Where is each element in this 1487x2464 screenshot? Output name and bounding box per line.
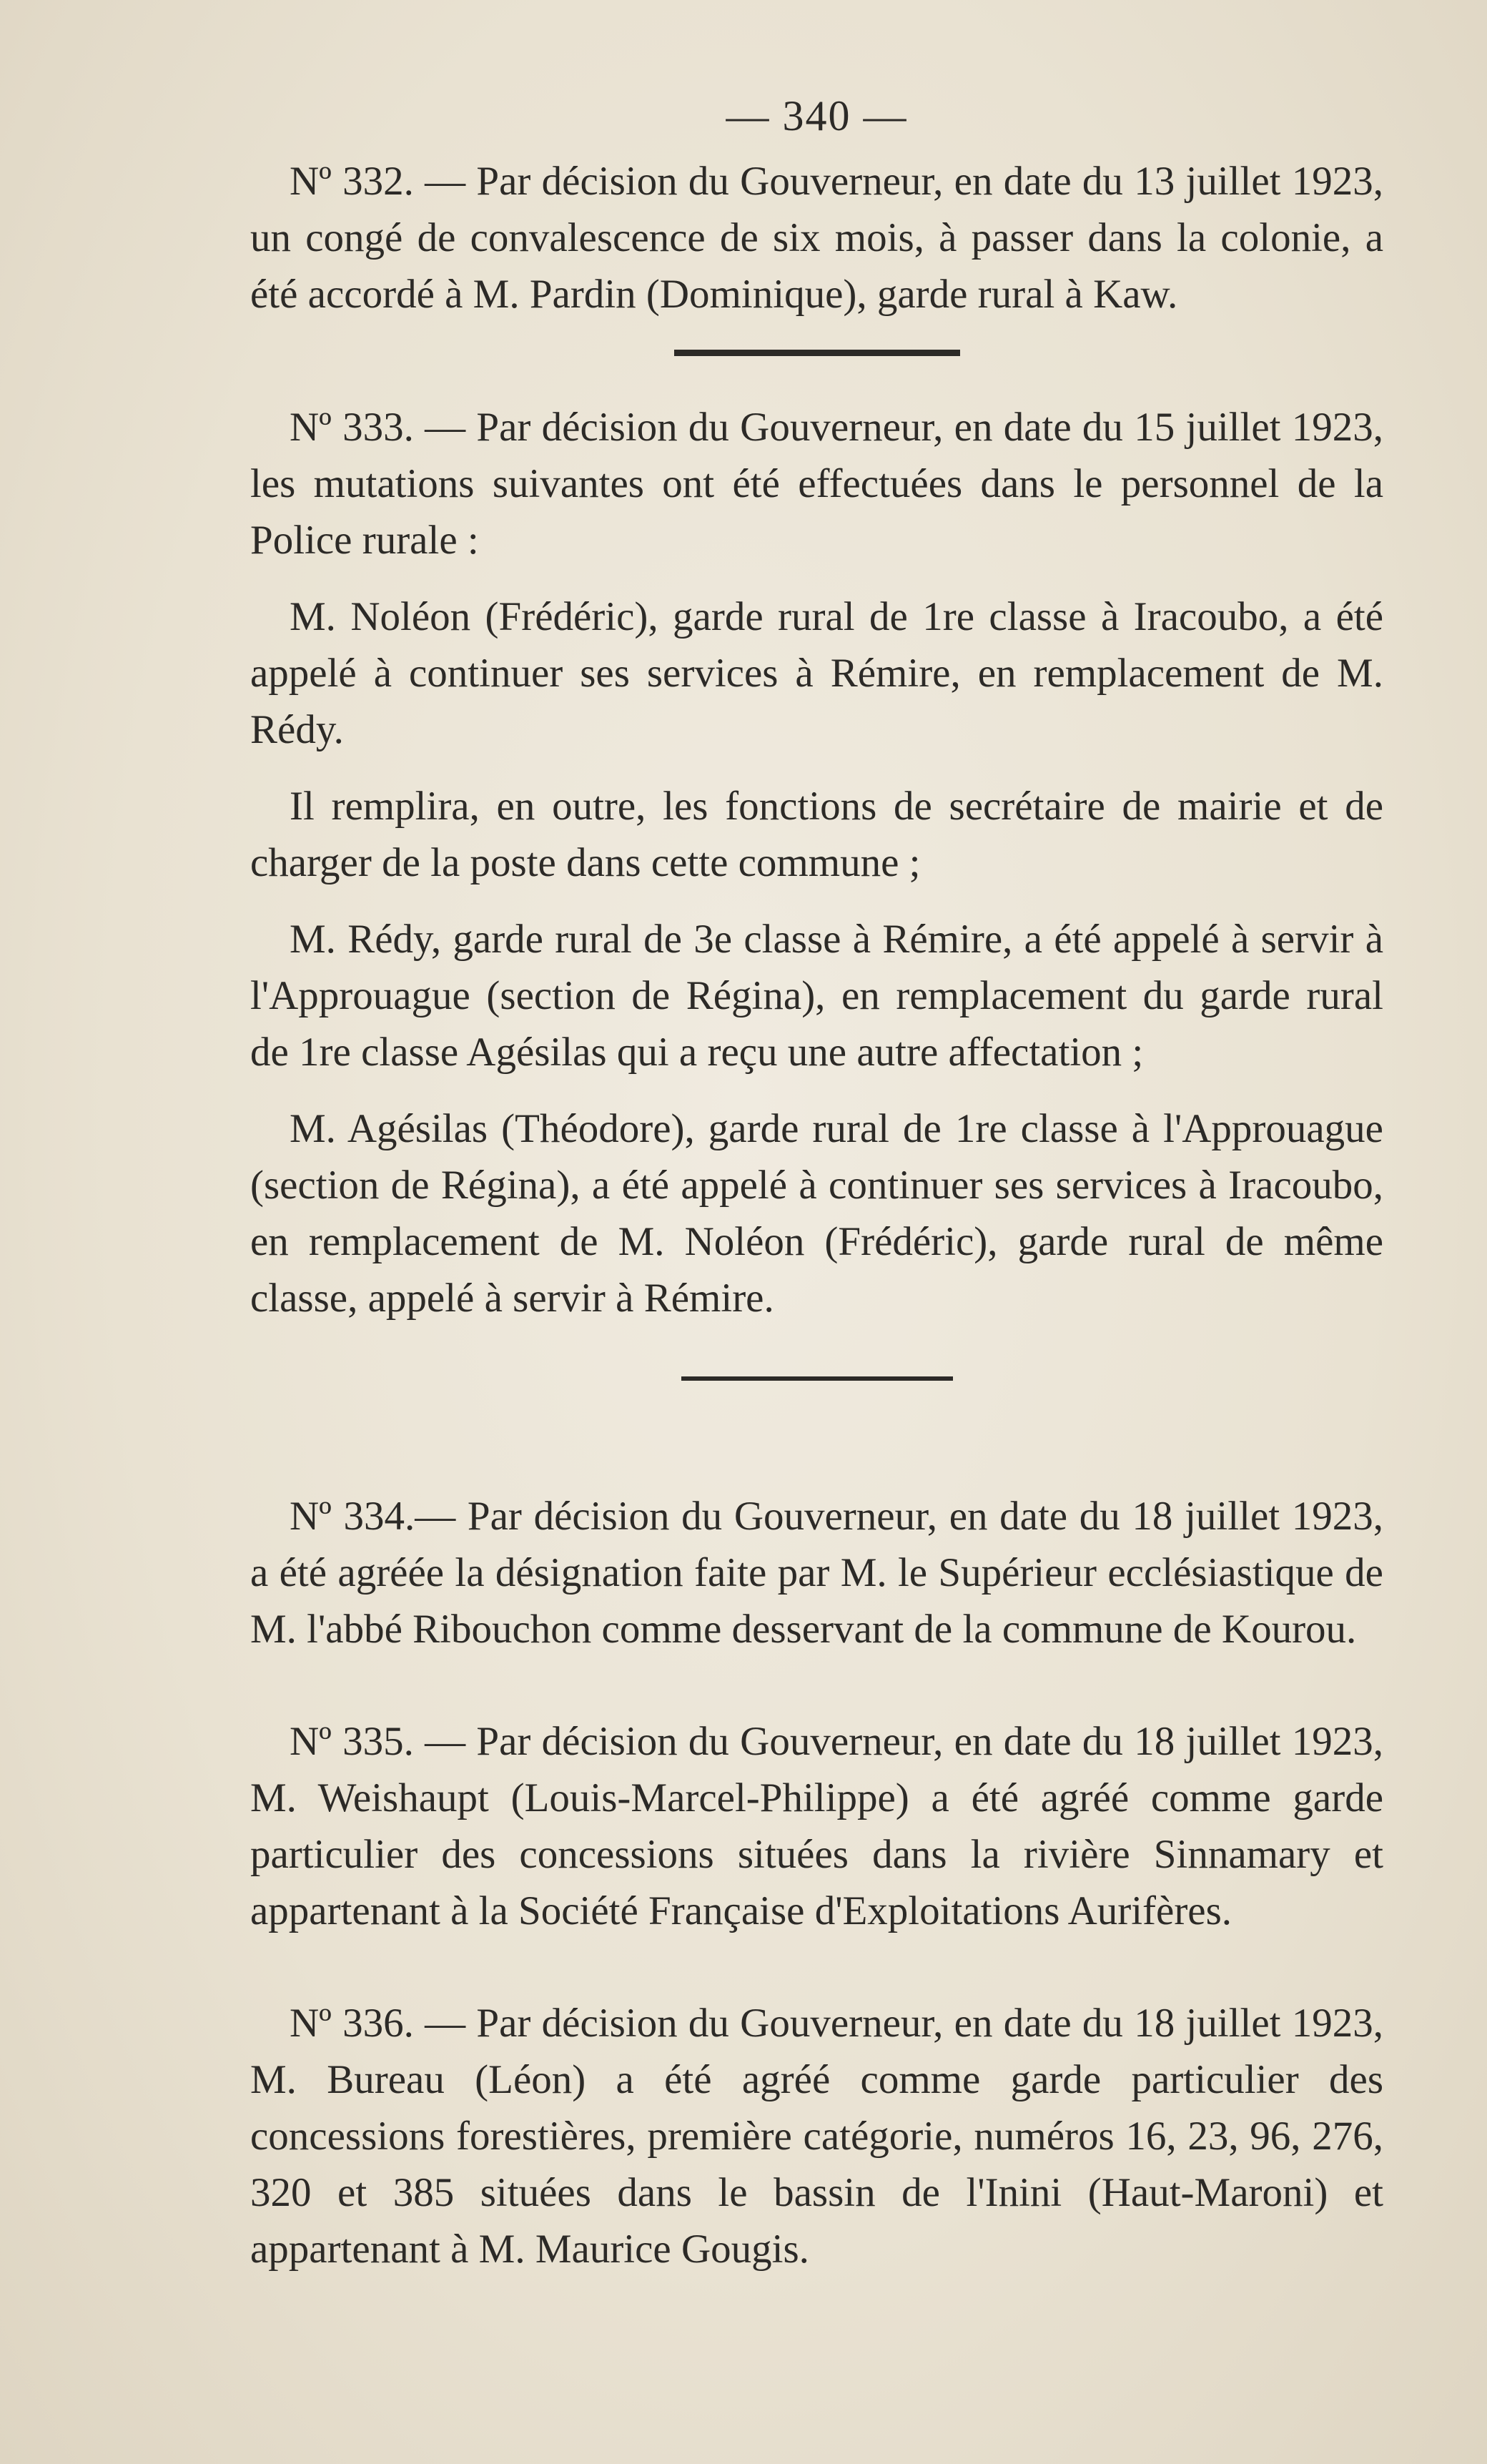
page-number: — 340 —: [726, 92, 908, 139]
decision-333-duties: Il remplira, en outre, les fonctions de secrétaire de mairie et de charger de la poste dans cette commune ;: [250, 784, 1383, 885]
decision-333-redy: M. Rédy, garde rural de 3e classe à Rémire, a été appelé à servir à l'Approuague (section de Régina), en remplacement du garde rural de 1re classe Agésilas qui a reçu une autre affectation ;: [250, 917, 1383, 1075]
section-divider: [681, 1376, 953, 1381]
decision-332: Nº 332. — Par décision du Gouverneur, en date du 13 juillet 1923, un congé de convalescence de six mois, à passer dans la colonie, a été accordé à M. Pardin (Dominique), garde rural à Kaw.: [250, 159, 1383, 317]
decision-336: Nº 336. — Par décision du Gouverneur, en date du 18 juillet 1923, M. Bureau (Léon) a été agréé comme garde particulier des concessions forestières, première catégorie, numéros 16, 23, 96, 276, 320 et 385 situées dans le bassin de l'Inini (Haut-Maroni) et appartenant à M. Maurice Gougis.: [250, 2001, 1383, 2272]
section-divider: [674, 350, 960, 356]
decision-333-agesilas: M. Agésilas (Théodore), garde rural de 1re classe à l'Approuague (section de Régina), a été appelé à continuer ses services à Iracoubo, en remplacement de M. Noléon (Frédéric), garde rural de même classe, appelé à servir à Rémire.: [250, 1106, 1383, 1321]
text-column: [250, 86, 1383, 2277]
decision-334: Nº 334.— Par décision du Gouverneur, en date du 18 juillet 1923, a été agréée la désignation faite par M. le Supérieur ecclésiastique de M. l'abbé Ribouchon comme desservant de la commune de Kourou.: [250, 1494, 1383, 1652]
decision-335: Nº 335. — Par décision du Gouverneur, en date du 18 juillet 1923, M. Weishaupt (Louis-Marcel-Philippe) a été agréé comme garde particulier des concessions situées dans la rivière Sinnamary et appartenant à la Société Française d'Exploitations Aurifères.: [250, 1719, 1383, 1933]
decision-333-noleon: M. Noléon (Frédéric), garde rural de 1re classe à Iracoubo, a été appelé à continuer ses services à Rémire, en remplacement de M. Rédy.: [250, 594, 1383, 752]
decision-333-intro: Nº 333. — Par décision du Gouverneur, en date du 15 juillet 1923, les mutations suivantes ont été effectuées dans le personnel de la Police rurale :: [250, 405, 1383, 563]
